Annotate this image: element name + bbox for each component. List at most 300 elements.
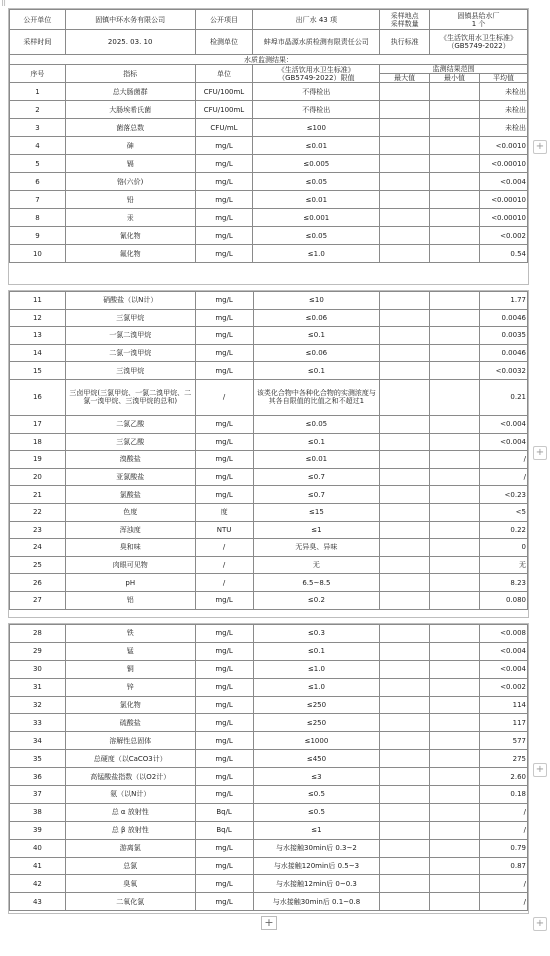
cell-min — [430, 625, 480, 643]
cell-avg: <0.00010 — [479, 209, 527, 227]
cell-unit: CFU/mL — [195, 119, 253, 137]
table-row — [10, 660, 528, 678]
cell-avg: <0.004 — [480, 642, 528, 660]
value-standard: 《生活饮用水卫生标准》 （GB5749-2022） — [430, 30, 528, 55]
cell-min — [430, 591, 480, 609]
cell-unit: mg/L — [195, 768, 253, 786]
table-row — [10, 227, 528, 245]
cell-unit: mg/L — [195, 696, 253, 714]
cell-max — [380, 503, 430, 521]
cell-avg: <0.0010 — [479, 137, 527, 155]
table-row — [10, 309, 528, 327]
cell-seq: 41 — [10, 857, 66, 875]
col-unit: 单位 — [195, 65, 253, 83]
cell-max — [380, 344, 430, 362]
add-row-plus-icon[interactable]: + — [533, 446, 547, 460]
cell-max — [380, 209, 430, 227]
cell-min — [430, 839, 480, 857]
add-row-plus-icon[interactable]: + — [533, 140, 547, 154]
cell-max — [380, 714, 430, 732]
cell-min — [430, 660, 480, 678]
cell-seq: 1 — [10, 83, 66, 101]
cell-item: 锌 — [65, 678, 195, 696]
table-row — [10, 292, 528, 310]
cell-max — [380, 574, 430, 592]
cell-min — [430, 750, 480, 768]
cell-max — [380, 451, 430, 469]
cell-item: 砷 — [65, 137, 195, 155]
cell-item: 总 β 放射性 — [65, 821, 195, 839]
cell-min — [430, 155, 480, 173]
cell-limit: ≤0.3 — [253, 625, 380, 643]
cell-seq: 20 — [10, 468, 66, 486]
cell-min — [430, 714, 480, 732]
cell-min — [430, 486, 480, 504]
cell-unit: mg/L — [195, 750, 253, 768]
cell-limit: ≤10 — [253, 292, 380, 310]
table-row — [10, 591, 528, 609]
table-row — [10, 786, 528, 804]
col-min: 最小值 — [430, 74, 480, 83]
cell-min — [430, 209, 480, 227]
table-row — [10, 344, 528, 362]
cell-max — [380, 327, 430, 345]
table-row — [10, 714, 528, 732]
table-row — [10, 696, 528, 714]
cell-max — [380, 101, 430, 119]
cell-max — [380, 660, 430, 678]
cell-max — [380, 433, 430, 451]
cell-limit: ≤0.005 — [253, 155, 380, 173]
cell-item: 游离氯 — [65, 839, 195, 857]
cell-unit: mg/L — [195, 137, 253, 155]
table-row — [10, 503, 528, 521]
cell-min — [430, 521, 480, 539]
cell-max — [380, 768, 430, 786]
table-row — [10, 875, 528, 893]
cell-unit: mg/L — [195, 875, 253, 893]
cell-unit: CFU/100mL — [195, 101, 253, 119]
cell-min — [430, 101, 480, 119]
table-row — [10, 732, 528, 750]
cell-max — [380, 732, 430, 750]
cell-unit: mg/L — [195, 625, 253, 643]
add-row-bottom-plus-icon[interactable]: + — [261, 916, 277, 930]
cell-item: 铝 — [65, 591, 195, 609]
cell-item: 二氧化氯 — [65, 893, 195, 911]
results-table-part-1 — [9, 9, 528, 263]
cell-unit: mg/L — [195, 245, 253, 263]
cell-min — [430, 574, 480, 592]
cell-max — [380, 173, 430, 191]
cell-avg: / — [480, 803, 528, 821]
cell-item: 总氯 — [65, 857, 195, 875]
cell-seq: 23 — [10, 521, 66, 539]
col-seq: 序号 — [10, 65, 66, 83]
cell-seq: 43 — [10, 893, 66, 911]
table-row — [10, 119, 528, 137]
cell-item: 总硬度（以CaCO3计） — [65, 750, 195, 768]
cell-avg: <0.0032 — [480, 362, 528, 380]
cell-item: 铅 — [65, 191, 195, 209]
table-row — [10, 433, 528, 451]
cell-avg: / — [480, 468, 528, 486]
cell-seq: 22 — [10, 503, 66, 521]
col-limit: 《生活饮用水卫生标准》 （GB5749-2022）限值 — [253, 65, 380, 83]
cell-item: 二氯一溴甲烷 — [65, 344, 195, 362]
table-row — [10, 857, 528, 875]
cell-max — [380, 309, 430, 327]
cell-seq: 9 — [10, 227, 66, 245]
label-standard: 执行标准 — [380, 30, 430, 55]
cell-limit: ≤1.0 — [253, 678, 380, 696]
cell-seq: 42 — [10, 875, 66, 893]
cell-avg: 0.080 — [480, 591, 528, 609]
cell-max — [380, 625, 430, 643]
cell-min — [430, 245, 480, 263]
cell-avg: 1.77 — [480, 292, 528, 310]
table-row — [10, 539, 528, 557]
cell-item: 大肠埃希氏菌 — [65, 101, 195, 119]
cell-unit: mg/L — [195, 468, 253, 486]
cell-avg: <0.002 — [479, 227, 527, 245]
cell-item: 氯酸盐 — [65, 486, 195, 504]
cell-max — [380, 362, 430, 380]
cell-unit: mg/L — [195, 191, 253, 209]
cell-avg: <0.002 — [480, 678, 528, 696]
cell-max — [380, 155, 430, 173]
cell-avg: <0.008 — [480, 625, 528, 643]
cell-max — [380, 119, 430, 137]
cell-item: 锰 — [65, 642, 195, 660]
cell-seq: 21 — [10, 486, 66, 504]
cell-max — [380, 803, 430, 821]
cell-min — [430, 678, 480, 696]
cell-min — [430, 379, 480, 415]
cell-item: 三氯甲烷 — [65, 309, 195, 327]
cell-item: 臭氧 — [65, 875, 195, 893]
cell-min — [430, 786, 480, 804]
cell-max — [380, 821, 430, 839]
cell-max — [380, 786, 430, 804]
cell-avg: 0.22 — [480, 521, 528, 539]
col-item: 指标 — [65, 65, 195, 83]
table-row — [10, 574, 528, 592]
label-publisher: 公开单位 — [10, 10, 66, 30]
add-row-plus-icon[interactable]: + — [533, 917, 547, 931]
cell-max — [380, 696, 430, 714]
cell-avg: 0.18 — [480, 786, 528, 804]
cell-item: 铬(六价) — [65, 173, 195, 191]
cell-max — [380, 556, 430, 574]
cell-item: 菌落总数 — [65, 119, 195, 137]
cell-unit: mg/L — [195, 591, 253, 609]
cell-limit: 不得检出 — [253, 83, 380, 101]
table-row — [10, 678, 528, 696]
table-row — [10, 821, 528, 839]
table-row — [10, 486, 528, 504]
table-row — [10, 642, 528, 660]
cell-unit: mg/L — [195, 362, 253, 380]
cell-max — [380, 415, 430, 433]
cell-avg: <0.00010 — [479, 191, 527, 209]
cell-unit: mg/L — [195, 857, 253, 875]
cell-max — [380, 893, 430, 911]
cell-unit: mg/L — [195, 714, 253, 732]
cell-unit: Bq/L — [195, 803, 253, 821]
table-row — [10, 83, 528, 101]
cell-min — [430, 696, 480, 714]
cell-avg: 0.79 — [480, 839, 528, 857]
cell-seq: 37 — [10, 786, 66, 804]
cell-item: 高锰酸盐指数（以O2计） — [65, 768, 195, 786]
cell-avg: 114 — [480, 696, 528, 714]
cell-seq: 26 — [10, 574, 66, 592]
cell-max — [380, 245, 430, 263]
table-row — [10, 379, 528, 415]
cell-min — [430, 556, 480, 574]
cell-unit: mg/L — [195, 327, 253, 345]
cell-seq: 28 — [10, 625, 66, 643]
page-3 — [8, 623, 529, 914]
cell-limit: ≤1.0 — [253, 245, 380, 263]
cell-min — [430, 539, 480, 557]
cell-max — [380, 591, 430, 609]
cell-item: 浑浊度 — [65, 521, 195, 539]
table-row — [10, 839, 528, 857]
cell-unit: mg/L — [195, 344, 253, 362]
cell-limit: ≤0.06 — [253, 309, 380, 327]
cell-seq: 32 — [10, 696, 66, 714]
page-1 — [8, 8, 529, 285]
cell-seq: 16 — [10, 379, 66, 415]
page-2 — [8, 290, 529, 618]
table-row — [10, 893, 528, 911]
cell-limit: ≤0.1 — [253, 642, 380, 660]
cell-limit: 与水接触30min后 0.1~0.8 — [253, 893, 380, 911]
cell-unit: mg/L — [195, 415, 253, 433]
cell-unit: / — [195, 556, 253, 574]
cell-seq: 5 — [10, 155, 66, 173]
cell-seq: 7 — [10, 191, 66, 209]
value-sample-time: 2025. 03. 10 — [65, 30, 195, 55]
cell-limit: ≤0.7 — [253, 468, 380, 486]
cell-min — [430, 227, 480, 245]
cell-limit: ≤1 — [253, 521, 380, 539]
cell-item: 二氯乙酸 — [65, 415, 195, 433]
cell-max — [380, 227, 430, 245]
cell-seq: 38 — [10, 803, 66, 821]
cell-seq: 35 — [10, 750, 66, 768]
cell-min — [430, 137, 480, 155]
cell-limit: ≤0.5 — [253, 786, 380, 804]
cell-item: 氨（以N计） — [65, 786, 195, 804]
cell-avg: 577 — [480, 732, 528, 750]
cell-max — [380, 379, 430, 415]
cell-limit: ≤0.7 — [253, 486, 380, 504]
cell-avg: 275 — [480, 750, 528, 768]
cell-unit: mg/L — [195, 839, 253, 857]
cell-unit: mg/L — [195, 642, 253, 660]
cell-min — [430, 875, 480, 893]
cell-limit: ≤1.0 — [253, 660, 380, 678]
cell-avg: <0.00010 — [479, 155, 527, 173]
cell-seq: 30 — [10, 660, 66, 678]
cell-limit: ≤0.05 — [253, 415, 380, 433]
cell-min — [430, 344, 480, 362]
cell-item: 一氯二溴甲烷 — [65, 327, 195, 345]
cell-item: 硫酸盐 — [65, 714, 195, 732]
table-row — [10, 468, 528, 486]
cell-unit: 度 — [195, 503, 253, 521]
cell-unit: / — [195, 379, 253, 415]
cell-limit: ≤0.2 — [253, 591, 380, 609]
cell-limit: ≤1000 — [253, 732, 380, 750]
table-row — [10, 415, 528, 433]
table-row — [10, 556, 528, 574]
cell-seq: 13 — [10, 327, 66, 345]
cell-min — [430, 768, 480, 786]
cell-seq: 6 — [10, 173, 66, 191]
cell-unit: mg/L — [195, 173, 253, 191]
cell-max — [380, 137, 430, 155]
cell-max — [380, 292, 430, 310]
cell-seq: 10 — [10, 245, 66, 263]
cell-limit: ≤0.01 — [253, 451, 380, 469]
label-item: 公开项目 — [195, 10, 253, 30]
cell-item: 镉 — [65, 155, 195, 173]
cell-item: 三溴甲烷 — [65, 362, 195, 380]
cell-unit: CFU/100mL — [195, 83, 253, 101]
cell-limit: ≤0.1 — [253, 327, 380, 345]
table-row — [10, 362, 528, 380]
table-row — [10, 451, 528, 469]
col-range: 监测结果范围 — [380, 65, 528, 74]
cell-avg: <0.23 — [480, 486, 528, 504]
cell-seq: 3 — [10, 119, 66, 137]
cell-seq: 15 — [10, 362, 66, 380]
cell-limit: ≤100 — [253, 119, 380, 137]
cell-item: 氟化物 — [65, 245, 195, 263]
cell-avg: 0.0035 — [480, 327, 528, 345]
table-row — [10, 191, 528, 209]
cell-min — [430, 327, 480, 345]
add-row-plus-icon[interactable]: + — [533, 763, 547, 777]
table-move-handle-icon[interactable]: ⠿ — [1, 0, 7, 8]
cell-seq: 18 — [10, 433, 66, 451]
cell-avg: / — [480, 875, 528, 893]
cell-item: 臭和味 — [65, 539, 195, 557]
cell-seq: 29 — [10, 642, 66, 660]
label-sample-time: 采样时间 — [10, 30, 66, 55]
results-table-part-3 — [9, 624, 528, 911]
cell-avg: <0.004 — [480, 433, 528, 451]
cell-seq: 12 — [10, 309, 66, 327]
cell-seq: 19 — [10, 451, 66, 469]
cell-min — [430, 191, 480, 209]
cell-limit: ≤3 — [253, 768, 380, 786]
cell-limit: ≤0.01 — [253, 137, 380, 155]
cell-min — [430, 821, 480, 839]
cell-min — [430, 309, 480, 327]
table-row — [10, 101, 528, 119]
cell-limit: 与水接触30min后 0.3~2 — [253, 839, 380, 857]
cell-seq: 8 — [10, 209, 66, 227]
cell-limit: ≤1 — [253, 821, 380, 839]
table-row — [10, 625, 528, 643]
table-row — [10, 768, 528, 786]
cell-min — [430, 803, 480, 821]
cell-unit: mg/L — [195, 433, 253, 451]
cell-unit: mg/L — [195, 292, 253, 310]
cell-max — [380, 857, 430, 875]
table-row — [10, 155, 528, 173]
cell-item: 总大肠菌群 — [65, 83, 195, 101]
cell-seq: 34 — [10, 732, 66, 750]
cell-avg: 无 — [480, 556, 528, 574]
cell-max — [380, 875, 430, 893]
cell-max — [380, 521, 430, 539]
cell-limit: ≤0.06 — [253, 344, 380, 362]
label-lab: 检测单位 — [195, 30, 253, 55]
cell-limit: ≤0.1 — [253, 362, 380, 380]
cell-avg: / — [480, 821, 528, 839]
cell-avg: 0 — [480, 539, 528, 557]
cell-max — [380, 486, 430, 504]
cell-avg: 0.0046 — [480, 309, 528, 327]
cell-limit: ≤0.05 — [253, 227, 380, 245]
cell-item: 三氯乙酸 — [65, 433, 195, 451]
cell-limit: 不得检出 — [253, 101, 380, 119]
cell-avg: <0.004 — [480, 660, 528, 678]
cell-max — [380, 678, 430, 696]
cell-min — [430, 433, 480, 451]
cell-avg: 0.87 — [480, 857, 528, 875]
cell-limit: 与水接触12min后 0~0.3 — [253, 875, 380, 893]
cell-max — [380, 468, 430, 486]
cell-min — [430, 119, 480, 137]
cell-min — [430, 83, 480, 101]
cell-unit: mg/L — [195, 732, 253, 750]
value-publisher: 固镇中环水务有限公司 — [65, 10, 195, 30]
cell-avg: 0.21 — [480, 379, 528, 415]
cell-seq: 24 — [10, 539, 66, 557]
cell-seq: 31 — [10, 678, 66, 696]
cell-avg: <0.004 — [479, 173, 527, 191]
cell-item: 氯化物 — [65, 696, 195, 714]
col-max: 最大值 — [380, 74, 430, 83]
cell-item: 色度 — [65, 503, 195, 521]
cell-min — [430, 642, 480, 660]
cell-item: 亚氯酸盐 — [65, 468, 195, 486]
cell-limit: ≤0.05 — [253, 173, 380, 191]
cell-max — [380, 839, 430, 857]
cell-max — [380, 750, 430, 768]
cell-limit: 无异臭、异味 — [253, 539, 380, 557]
cell-avg: 未检出 — [479, 119, 527, 137]
value-lab: 蚌埠市晶源水质检测有限责任公司 — [253, 30, 380, 55]
cell-item: 总 α 放射性 — [65, 803, 195, 821]
cell-max — [380, 642, 430, 660]
cell-item: 溴酸盐 — [65, 451, 195, 469]
cell-avg: / — [480, 893, 528, 911]
cell-unit: NTU — [195, 521, 253, 539]
cell-seq: 11 — [10, 292, 66, 310]
cell-unit: mg/L — [195, 893, 253, 911]
cell-unit: mg/L — [195, 678, 253, 696]
col-avg: 平均值 — [479, 74, 527, 83]
cell-limit: 与水接触120min后 0.5~3 — [253, 857, 380, 875]
